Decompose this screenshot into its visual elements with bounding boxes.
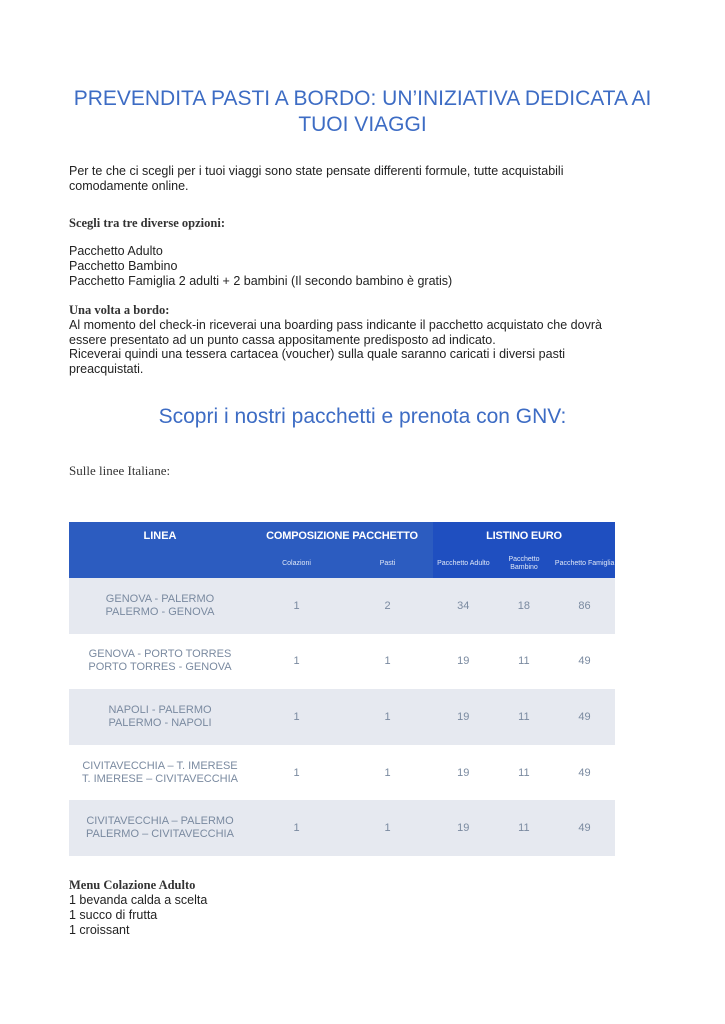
onboard-heading: Una volta a bordo: [69,303,170,317]
famiglia-price-cell: 86 [578,599,591,612]
header-composizione: COMPOSIZIONE PACCHETTO [266,530,418,542]
header-pasti: Pasti [379,560,396,567]
table-row [69,689,615,745]
adulto-price-cell: 19 [457,655,470,668]
option-item: Pacchetto Famiglia 2 adulti + 2 bambini (Il secondo bambino è gratis) [69,274,453,288]
bambino-price-cell: 18 [517,599,531,612]
pasti-cell: 1 [384,655,391,668]
route-line: T. IMERESE – CIVITAVECCHIA [81,772,239,785]
route-line: PALERMO - NAPOLI [108,716,212,729]
route-line: GENOVA - PALERMO [105,592,215,605]
route-cell [69,648,251,674]
onboard-text-2: Riceverai quindi una tessera cartacea (voucher) sulla quale saranno caricati i diversi pasti preacquistati. [69,347,566,376]
pasti-cell: 1 [384,710,391,723]
route-line: CIVITAVECCHIA – PALERMO [86,815,234,828]
colazioni-cell: 1 [293,766,300,779]
famiglia-price-cell: 49 [578,710,591,723]
famiglia-price-cell: 49 [578,655,591,668]
pasti-cell: 2 [384,599,391,612]
packages-subtitle: Scopri i nostri pacchetti e prenota con GNV: [158,405,567,428]
table-body [69,578,615,856]
option-item: Pacchetto Adulto [69,244,163,258]
intro-text: Per te che ci scegli per i tuoi viaggi sono state pensate differenti formule, tutte acquistabili comodamente online. [69,164,564,193]
route-line: CIVITAVECCHIA – T. IMERESE [82,759,238,772]
adulto-price-cell: 19 [457,822,470,835]
header-adulto: Pacchetto Adulto [437,560,490,567]
colazioni-cell: 1 [293,822,300,835]
options-heading: Scegli tra tre diverse opzioni: [69,216,225,230]
header-famiglia: Pacchetto Famiglia [554,560,615,567]
menu-heading: Menu Colazione Adulto [69,878,196,892]
route-cell [69,760,251,786]
route-line: PALERMO – CIVITAVECCHIA [86,828,234,841]
famiglia-price-cell: 49 [578,766,591,779]
header-colazioni: Colazioni [282,560,311,567]
adulto-price-cell: 34 [457,599,470,612]
pasti-cell: 1 [384,766,391,779]
route-cell [69,593,251,619]
famiglia-price-cell: 49 [578,822,591,835]
option-item: Pacchetto Bambino [69,259,178,273]
pasti-cell: 1 [384,822,391,835]
price-table [69,522,615,856]
adulto-price-cell: 19 [457,766,470,779]
table-row [69,578,615,634]
table-row [69,745,615,801]
colazioni-cell: 1 [293,710,300,723]
route-line: PORTO TORRES - GENOVA [88,661,232,674]
header-bambino: Pacchetto Bambino [508,556,540,571]
lines-label: Sulle linee Italiane: [69,463,171,478]
bambino-price-cell: 11 [518,822,530,835]
menu-item: 1 croissant [69,923,130,937]
onboard-text-1: Al momento del check-in riceverai una boarding pass indicante il pacchetto acquistato che dovrà essere presentato ad un punto cassa appositamente predisposto ad indicato. [69,318,602,347]
menu-item: 1 succo di frutta [69,908,158,922]
route-cell [69,704,251,730]
bambino-price-cell: 11 [518,655,530,668]
breakfast-menu [69,878,207,938]
header-linea: LINEA [69,522,251,578]
page-title: PREVENDITA PASTI A BORDO: UN’INIZIATIVA DEDICATA AI TUOI VIAGGI [73,87,652,136]
header-composizione-group [251,522,433,578]
route-line: GENOVA - PORTO TORRES [88,648,232,661]
colazioni-cell: 1 [293,655,300,668]
table-header [69,522,615,578]
route-cell [69,815,251,841]
menu-item: 1 bevanda calda a scelta [69,893,208,907]
route-line: NAPOLI - PALERMO [108,703,212,716]
adulto-price-cell: 19 [457,710,470,723]
table-row [69,634,615,690]
table-row [69,800,615,856]
header-listino-group [433,522,615,578]
header-listino: LISTINO EURO [486,530,562,542]
bambino-price-cell: 11 [518,710,530,723]
bambino-price-cell: 11 [518,766,530,779]
colazioni-cell: 1 [293,599,300,612]
route-line: PALERMO - GENOVA [105,605,215,618]
